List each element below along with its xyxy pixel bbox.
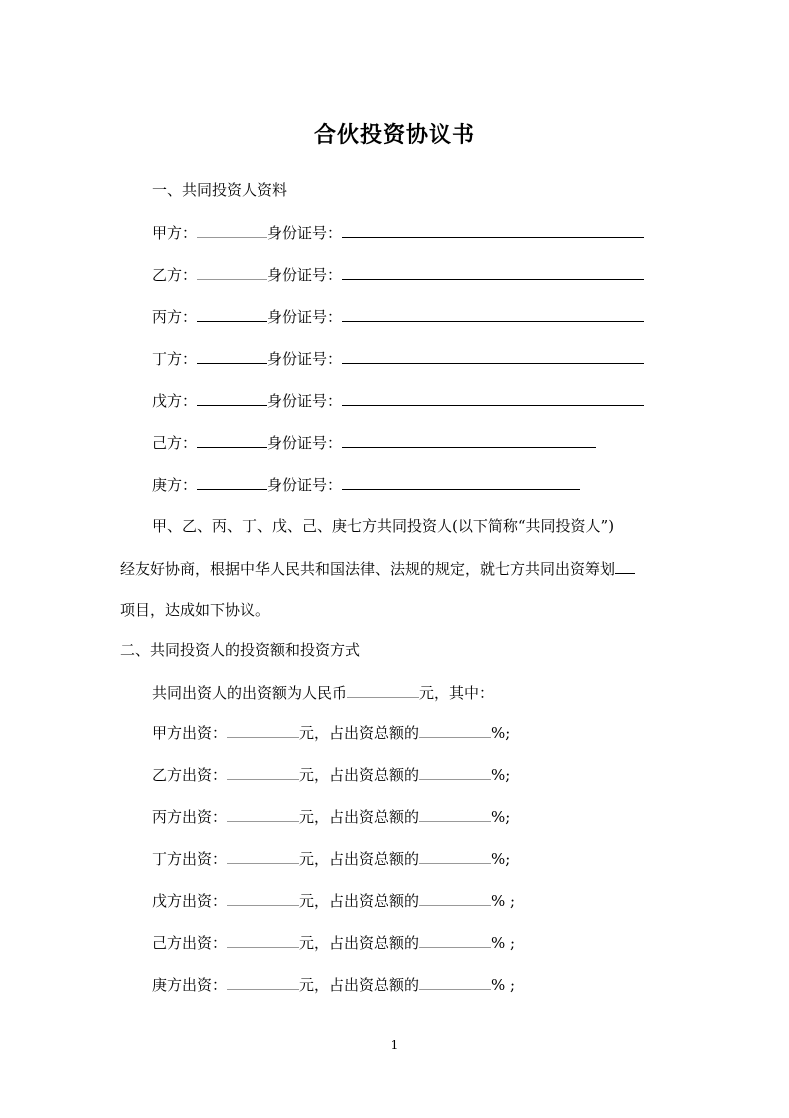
contribution-mid: 元，占出资总额的 xyxy=(299,724,420,742)
contribution-row xyxy=(152,890,515,911)
party-label: 戊方： xyxy=(152,392,198,410)
contribution-row xyxy=(152,974,515,995)
name-blank[interactable] xyxy=(197,432,267,448)
contribution-mid: 元，占出资总额的 xyxy=(299,808,420,826)
name-blank[interactable] xyxy=(197,348,267,364)
name-blank[interactable] xyxy=(197,390,267,406)
party-label: 己方： xyxy=(152,434,198,452)
contribution-mid: 元，占出资总额的 xyxy=(299,766,420,784)
total-amount-blank[interactable] xyxy=(347,682,419,698)
name-blank[interactable] xyxy=(197,222,267,238)
contribution-end: % ; xyxy=(491,934,516,952)
percent-blank[interactable] xyxy=(419,848,491,864)
contribution-mid: 元，占出资总额的 xyxy=(299,976,420,994)
percent-blank[interactable] xyxy=(419,722,491,738)
contribution-mid: 元，占出资总额的 xyxy=(299,934,420,952)
project-name-blank[interactable] xyxy=(615,558,635,574)
agreement-paragraph-text: 经友好协商，根据中华人民共和国法律、法规的规定，就七方共同出资筹划 xyxy=(120,560,616,578)
amount-blank[interactable] xyxy=(227,806,299,822)
document-title: 合伙投资协议书 xyxy=(313,122,475,148)
id-label: 身份证号： xyxy=(267,392,343,410)
agreement-paragraph-line-1: 甲、乙、丙、丁、戊、己、庚七方共同投资人(以下简称“共同投资人”) xyxy=(152,517,615,535)
contribution-row xyxy=(152,764,510,785)
total-prefix: 共同出资人的出资额为人民币 xyxy=(152,684,348,702)
total-suffix: 元，其中： xyxy=(419,684,495,702)
percent-blank[interactable] xyxy=(419,764,491,780)
amount-blank[interactable] xyxy=(227,932,299,948)
section-heading-1: 一、共同投资人资料 xyxy=(152,181,288,199)
party-label: 庚方： xyxy=(152,476,198,494)
contribution-label: 庚方出资： xyxy=(152,976,228,994)
contribution-label: 丁方出资： xyxy=(152,850,228,868)
id-label: 身份证号： xyxy=(267,434,343,452)
contribution-row xyxy=(152,932,515,953)
contribution-label: 戊方出资： xyxy=(152,892,228,910)
contribution-label: 乙方出资： xyxy=(152,766,228,784)
amount-blank[interactable] xyxy=(227,974,299,990)
party-label: 丙方： xyxy=(152,308,198,326)
contribution-row xyxy=(152,722,510,743)
percent-blank[interactable] xyxy=(419,974,491,990)
party-label: 丁方： xyxy=(152,350,198,368)
party-label: 甲方： xyxy=(152,224,198,242)
id-label: 身份证号： xyxy=(267,266,343,284)
amount-blank[interactable] xyxy=(227,722,299,738)
party-row xyxy=(152,474,580,495)
id-label: 身份证号： xyxy=(267,308,343,326)
contribution-row xyxy=(152,848,510,869)
contribution-label: 丙方出资： xyxy=(152,808,228,826)
id-label: 身份证号： xyxy=(267,350,343,368)
agreement-paragraph-line-2 xyxy=(120,558,635,579)
id-number-blank[interactable] xyxy=(342,390,644,406)
contribution-label: 甲方出资： xyxy=(152,724,228,742)
contribution-end: %; xyxy=(491,766,511,784)
contribution-end: % ; xyxy=(491,976,516,994)
total-investment-line xyxy=(152,682,494,703)
party-row xyxy=(152,348,644,369)
amount-blank[interactable] xyxy=(227,848,299,864)
contribution-mid: 元，占出资总额的 xyxy=(299,850,420,868)
name-blank[interactable] xyxy=(197,474,267,490)
id-label: 身份证号： xyxy=(267,476,343,494)
page-number: 1 xyxy=(390,1038,399,1052)
name-blank[interactable] xyxy=(197,306,267,322)
amount-blank[interactable] xyxy=(227,890,299,906)
percent-blank[interactable] xyxy=(419,890,491,906)
party-label: 乙方： xyxy=(152,266,198,284)
contribution-end: %; xyxy=(491,850,511,868)
percent-blank[interactable] xyxy=(419,806,491,822)
contribution-end: %; xyxy=(491,724,511,742)
party-row xyxy=(152,264,644,285)
party-row xyxy=(152,222,644,243)
id-number-blank[interactable] xyxy=(342,222,644,238)
contribution-row xyxy=(152,806,510,827)
id-number-blank[interactable] xyxy=(342,474,580,490)
party-row xyxy=(152,432,596,453)
contribution-mid: 元，占出资总额的 xyxy=(299,892,420,910)
percent-blank[interactable] xyxy=(419,932,491,948)
contribution-label: 己方出资： xyxy=(152,934,228,952)
id-number-blank[interactable] xyxy=(342,348,644,364)
contribution-end: %; xyxy=(491,808,511,826)
agreement-paragraph-line-3: 项目，达成如下协议。 xyxy=(120,601,271,619)
name-blank[interactable] xyxy=(197,264,267,280)
amount-blank[interactable] xyxy=(227,764,299,780)
party-row xyxy=(152,390,644,411)
party-row xyxy=(152,306,644,327)
id-number-blank[interactable] xyxy=(342,432,596,448)
id-number-blank[interactable] xyxy=(342,306,644,322)
id-number-blank[interactable] xyxy=(342,264,644,280)
section-heading-2: 二、共同投资人的投资额和投资方式 xyxy=(120,641,361,659)
id-label: 身份证号： xyxy=(267,224,343,242)
contribution-end: % ; xyxy=(491,892,516,910)
